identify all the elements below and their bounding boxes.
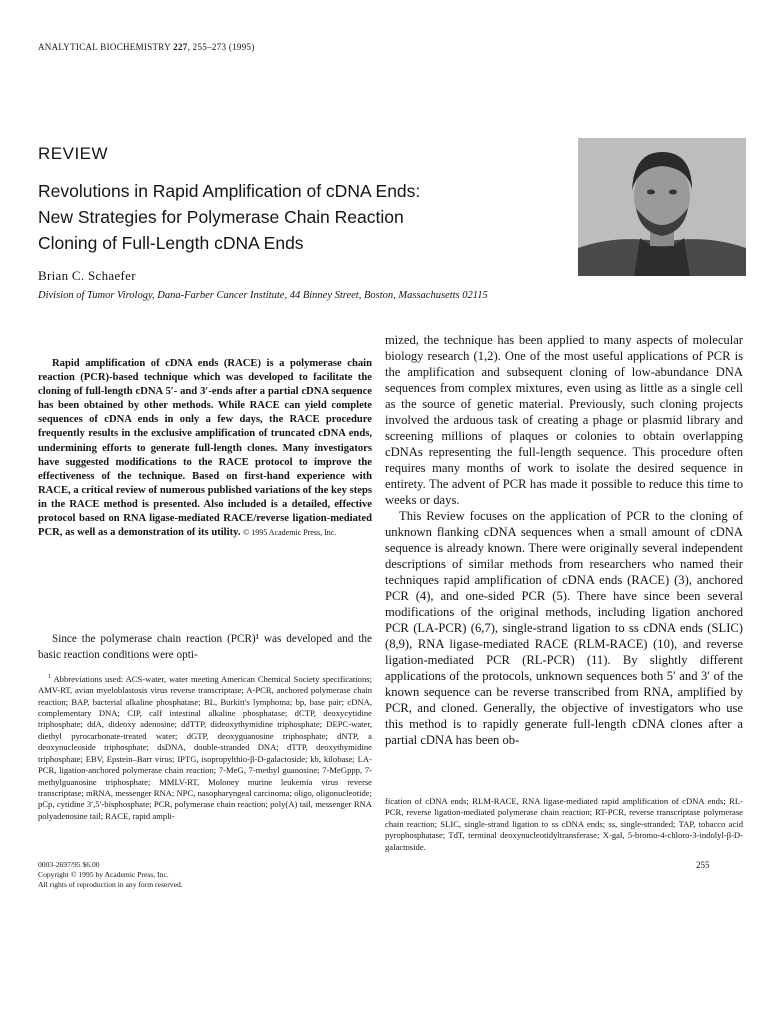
journal-name: ANALYTICAL BIOCHEMISTRY [38, 42, 171, 52]
volume-number: 227 [173, 42, 188, 52]
article-title [38, 178, 538, 256]
page-number: 255 [696, 860, 710, 870]
abstract-copyright: © 1995 Academic Press, Inc. [243, 528, 337, 538]
issn-line: 0003-2697/95 $6.00 [38, 860, 100, 869]
copyright-line: Copyright © 1995 by Academic Press, Inc. [38, 870, 169, 879]
footnote-abbreviations [38, 672, 372, 822]
rights-line: All rights of reproduction in any form reserved. [38, 880, 183, 889]
abstract [38, 357, 372, 540]
footnote-text: Abbreviations used: ACS-water, water meeting American Chemical Society specifications; AMV-RT, avian myeloblastosis virus reverse transcriptase; A-PCR, anchored polymerase chain reaction; BAP, bacterial alkaline phosphatase; BL, Burkitt's lymphoma; bp, base pair; cDNA, complementary DNA; CIP, calf intestinal alkaline phosphatase; dCTP, deoxycytidine triphosphate; ddA, dideoxy adenosine; ddTTP, dideoxythymidine triphosphate; DEPC-water, diethyl pyrocarbonate-treated water; dGTP, deoxyguanosine triphosphate; dNTP, a deoxynucleoside triphosphate; dsDNA, double-stranded DNA; dTTP, deoxythymidine triphosphate; EBV, Epstein–Barr virus; IPTG, isopropylthio-β-D-galactoside; kb, kilobase; LA-PCR, ligation-anchored polymerase chain reaction; 7-MeG, 7-methyl guanosine; 7-MeGppp, 7-methylguanosine triphosphate; MMLV-RT, Moloney murine leukemia virus reverse transcriptase; mRNA, messenger RNA; NPC, nasopharyngeal carcinoma; oligo, oligonucleotide; pCp, cytidine 3′,5′-bisphosphate; PCR, polymerase chain reaction; poly(A) tail, messenger RNA polyadenosine tail; RACE, rapid ampli- [38, 673, 372, 821]
author-photo [578, 138, 746, 276]
author-portrait-image [578, 138, 746, 276]
body-paragraph: This Review focuses on the application of PCR to the cloning of unknown flanking cDNA sequences when a small amount of cDNA sequence is already known. There were originally several independent descriptions of similar methods from researchers who named their techniques rapid amplification of cDNA ends (RACE) (3), anchored PCR (4), and one-sided PCR (5). There have since been several modifications of the original methods, including ligation anchored PCR (LA-PCR) (6,7), single-strand ligation to ss cDNA ends (SLIC) (8,9), RNA ligase-mediated RACE (RLM-RACE) (10), and reverse ligation-mediated PCR (RL-PCR) (11). By slightly different applications of the protocols, unknown sequences both 5′ and 3′ of the known sequence can be reverse transcribed from RNA, amplified by PCR, and cloned. Generally, the objective of investigators who use this method is to rapidly generate full-length cDNA clones after a partial cDNA has been ob- [385, 509, 743, 747]
author-affiliation: Division of Tumor Virology, Dana-Farber Cancer Institute, 44 Binney Street, Boston, Massachusetts 02115 [38, 290, 488, 301]
title-line: Cloning of Full-Length cDNA Ends [38, 233, 304, 253]
section-label: REVIEW [38, 144, 109, 163]
body-paragraph: mized, the technique has been applied to many aspects of molecular biology research (1,2). One of the most useful applications of PCR is the amplification and subsequent cloning of low-abundance DNA sequences from complex mixtures, even using as little as a single cell as the source of genetic material. Previously, such cloning projects involved the arduous task of creating a phage or plasmid library and screening millions of plaques or colonies to obtain overlapping cDNAs representing the full-length sequence. This procedure often requires many months of work to isolate the desired sequence in entirety. The advent of PCR has made it possible to reduce this time to weeks or days. [385, 333, 743, 507]
author-name: Brian C. Schaefer [38, 268, 136, 283]
title-line: New Strategies for Polymerase Chain Reaction [38, 207, 404, 227]
footnote-continuation: fication of cDNA ends; RLM-RACE, RNA ligase-mediated rapid amplification of cDNA ends; RL-PCR, reverse ligation-mediated polymerase chain reaction; RT-PCR, reverse transcriptase polymerase chain reaction; SLIC, single-strand ligation to ss cDNA ends; ss, single-stranded; TAP, tobacco acid pyrophosphatase; TdT, terminal deoxynucleotidyltransferase; X-gal, 5-bromo-4-chloro-3-indolyl-β-D-galactoside. [385, 796, 743, 852]
body-text-right-column [385, 332, 743, 748]
title-line: Revolutions in Rapid Amplification of cDNA Ends: [38, 181, 421, 201]
running-head: ANALYTICAL BIOCHEMISTRY 227, 255–273 (1995) [38, 42, 255, 52]
footnote-marker: 1 [48, 674, 51, 680]
copyright-block [38, 860, 183, 890]
abstract-text: Rapid amplification of cDNA ends (RACE) is a polymerase chain reaction (PCR)-based technique which was developed to facilitate the cloning of full-length cDNA 5′- and 3′-ends after a partial cDNA sequence has been obtained by other methods. While RACE can yield complete sequences of cDNA ends in only a few days, the RACE procedure frequently results in the exclusive amplification of truncated cDNA ends, undermining efforts to generate full-length clones. Many investigators have suggested modifications to the RACE protocol to improve the effectiveness of the technique. Based on first-hand experience with RACE, a critical review of numerous published variations of the key steps in the RACE method is presented. Also included is a detailed, effective protocol based on RNA ligase-mediated RACE/reverse ligation-mediated PCR, as well as a demonstration of its utility. [38, 358, 372, 539]
introduction-paragraph: Since the polymerase chain reaction (PCR)¹ was developed and the basic reaction conditions were opti- [38, 633, 372, 661]
page-range: 255–273 (1995) [192, 42, 255, 52]
